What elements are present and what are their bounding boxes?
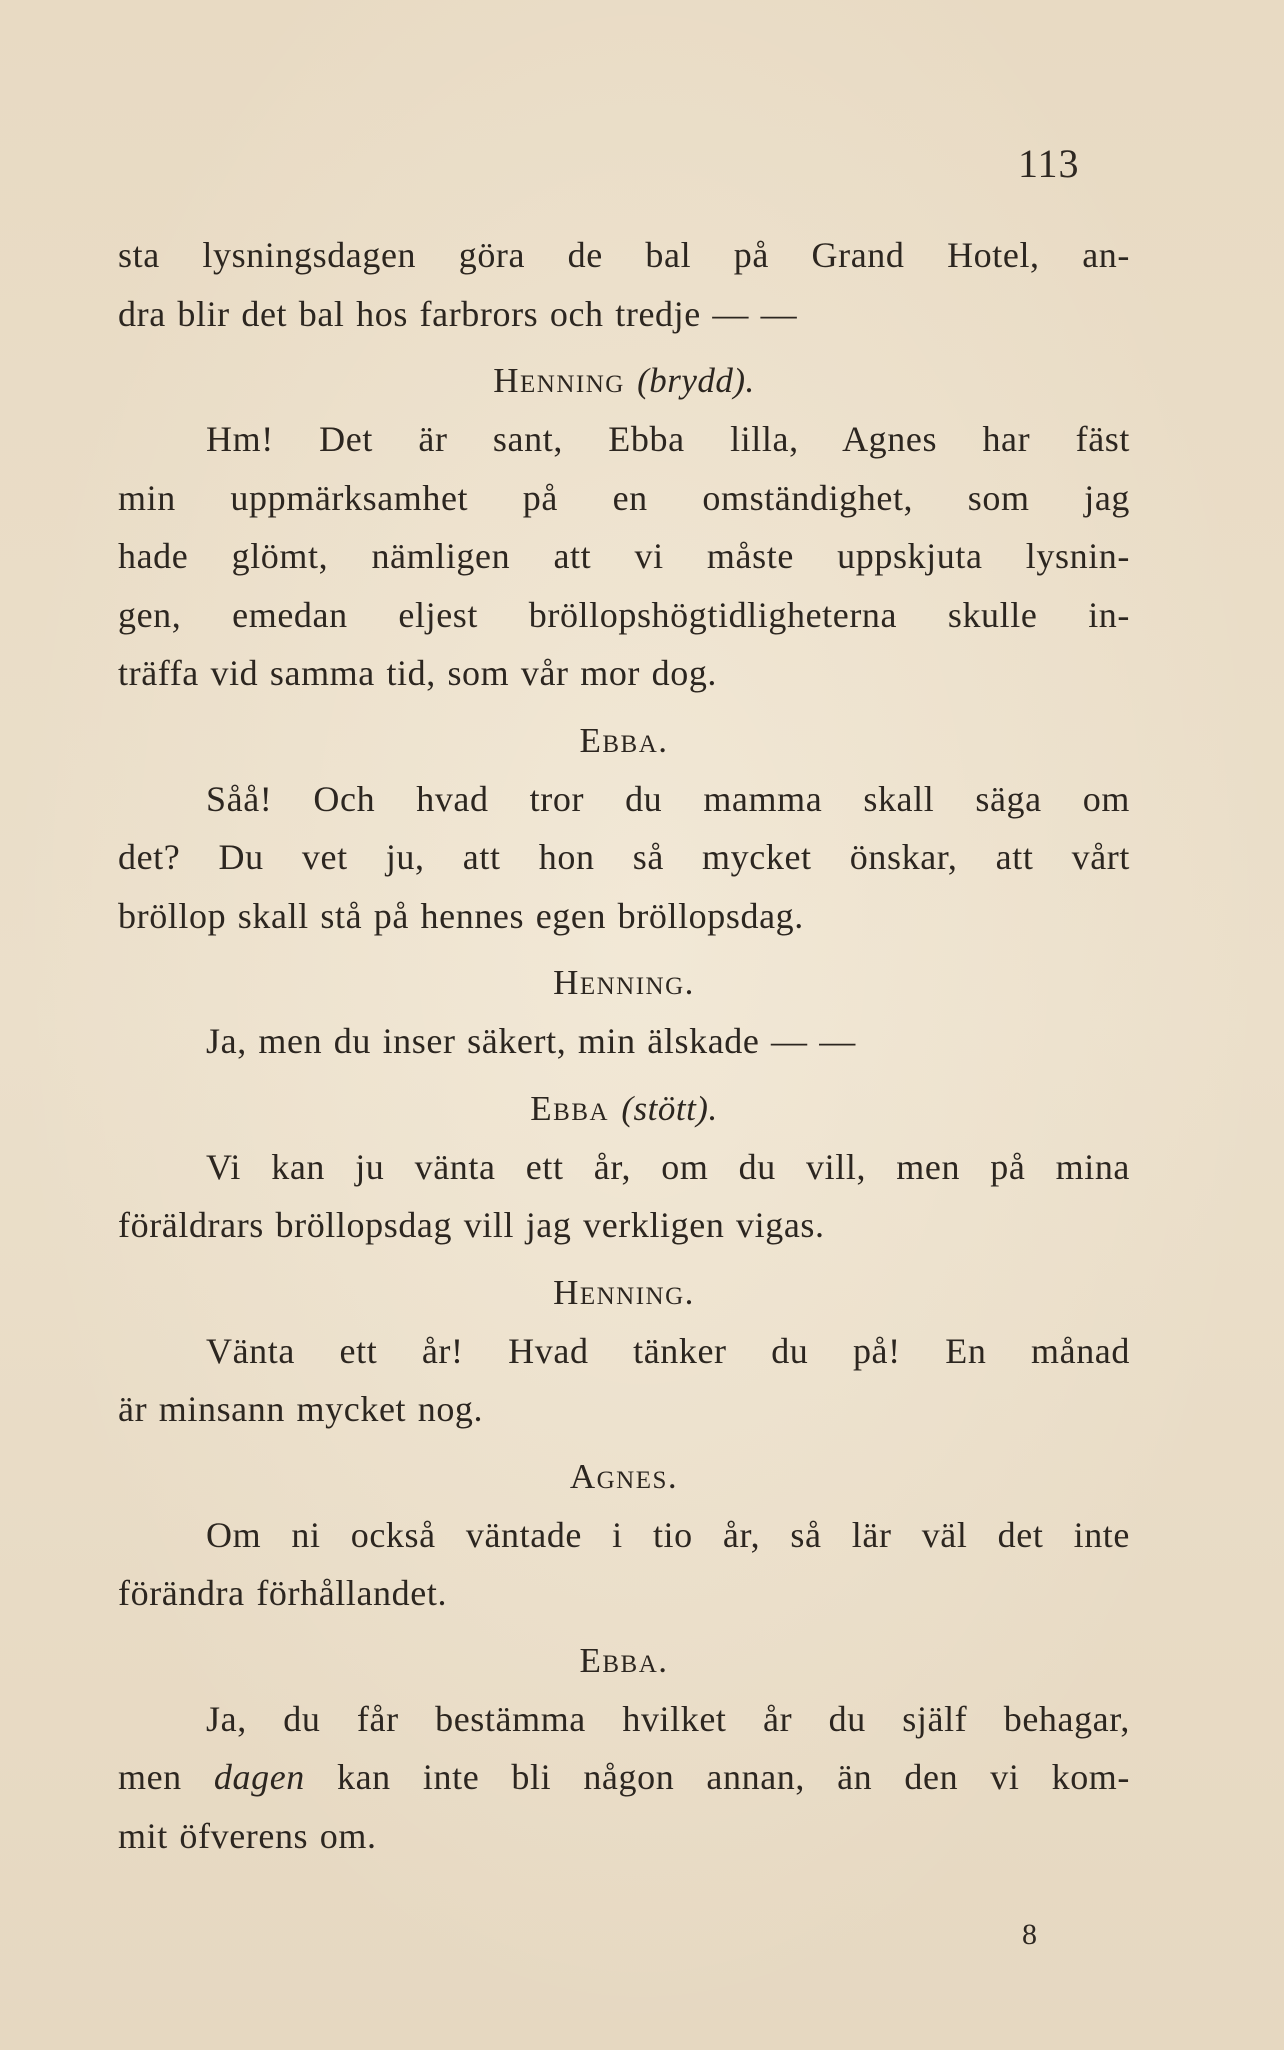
text-line: gen, emedan eljest bröllopshögtidligheterna skulle in- — [118, 594, 1130, 635]
text-line: Om ni också väntade i tio år, så lär väl det inte — [206, 1514, 1130, 1555]
text-line: min uppmärksamhet på en omständighet, som jag — [118, 477, 1130, 518]
text-line: det? Du vet ju, att hon så mycket önskar, att vårt — [118, 837, 1130, 877]
speaker-heading — [118, 1071, 1130, 1138]
text-line: hade glömt, nämligen att vi måste uppskjuta lysnin- — [118, 536, 1130, 576]
speaker-name: Ebba. — [579, 1640, 669, 1680]
text-line: förändra förhållandet. — [118, 1573, 448, 1613]
text-line: är minsann mycket nog. — [118, 1389, 484, 1429]
dialogue-paragraph — [118, 770, 1130, 946]
speaker-heading — [118, 1255, 1130, 1322]
speaker-heading — [118, 1623, 1130, 1690]
text-line: träffa vid samma tid, som vår mor dog. — [118, 653, 718, 693]
speaker-name: Henning. — [553, 963, 695, 1002]
text-line: Hm! Det är sant, Ebba lilla, Agnes har fäst — [206, 419, 1130, 459]
text-line: Ja, du får bestämma hvilket år du själf behagar, — [206, 1698, 1130, 1739]
dialogue-paragraph — [118, 1012, 1130, 1071]
text-line: mit öfverens om. — [118, 1815, 377, 1856]
dialogue-paragraph — [118, 1322, 1130, 1439]
text-line: Såå! Och hvad tror du mamma skall säga om — [206, 778, 1130, 819]
text-line: föräldrars bröllopsdag vill jag verkligen vigas. — [118, 1205, 825, 1245]
speaker-name: Agnes. — [569, 1456, 679, 1496]
emphasized-word: dagen — [213, 1757, 305, 1797]
text-line: sta lysningsdagen göra de bal på Grand Hotel, an- — [118, 235, 1130, 275]
stage-direction: (brydd). — [637, 361, 755, 400]
speaker-heading — [118, 343, 1130, 410]
dialogue-paragraph — [118, 1138, 1130, 1255]
dialogue-paragraph — [118, 1506, 1130, 1623]
play-text — [118, 226, 1130, 1865]
speaker-heading — [118, 1439, 1130, 1506]
text-line: dra blir det bal hos farbrors och tredje — — — [118, 293, 798, 334]
stage-direction: (stött). — [621, 1088, 718, 1128]
speaker-heading — [118, 945, 1130, 1012]
text-line: Vänta ett år! Hvad tänker du på! En månad — [206, 1330, 1130, 1371]
speaker-name: Ebba — [530, 1088, 610, 1128]
speaker-name: Ebba. — [579, 720, 669, 760]
signature-mark: 8 — [1022, 1918, 1037, 1951]
text-line: bröllop skall stå på hennes egen bröllopsdag. — [118, 895, 804, 936]
text-line: Vi kan ju vänta ett år, om du vill, men på mina — [206, 1146, 1130, 1187]
speaker-name: Henning — [493, 361, 625, 400]
speaker-name: Henning. — [553, 1272, 695, 1312]
text-line emphasized-line: men dagen kan inte bli någon annan, än den vi kom- — [118, 1757, 1130, 1797]
dialogue-paragraph — [118, 410, 1130, 703]
dialogue-paragraph — [118, 1690, 1130, 1866]
speaker-heading — [118, 703, 1130, 770]
page-number: 113 — [1018, 141, 1080, 186]
dialogue-paragraph — [118, 226, 1130, 343]
text-line: Ja, men du inser säkert, min älskade — — — [206, 1021, 856, 1061]
